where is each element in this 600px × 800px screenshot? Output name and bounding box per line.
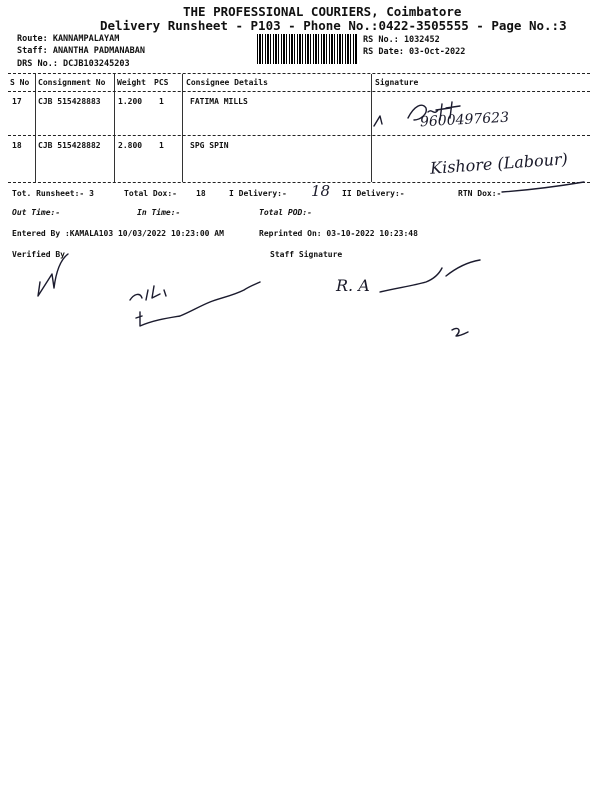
staff-signature-label: Staff Signature [270,250,343,259]
out-time-label: Out Time:- [12,208,61,217]
handwritten-name: Kishore (Labour) [429,149,569,178]
row-consignment: CJB 515428882 [38,141,101,150]
staff-label: Staff: ANANTHA PADMANABAN [17,46,145,56]
col-header-signature: Signature [375,78,419,87]
runsheet-title: Delivery Runsheet - P103 - Phone No.:0422-3505555 - Page No.:3 [100,18,567,33]
row-consignee: FATIMA MILLS [190,97,248,106]
table-top-rule [8,73,590,74]
verified-by-label: Verified By [12,250,65,259]
route-label: Route: KANNAMPALAYAM [17,34,120,44]
rtn-dox-label: RTN Dox:- [458,189,502,198]
i-delivery-handwritten: 18 [311,182,331,200]
handwritten-phone: 9600497623 [419,109,510,131]
row-consignee: SPG SPIN [190,141,229,150]
signature-mark [370,98,530,130]
row-consignment: CJB 515428883 [38,97,101,106]
row-weight: 2.800 [118,141,143,150]
col-header-consignee: Consignee Details [186,78,268,87]
company-title: THE PROFESSIONAL COURIERS, Coimbatore [183,4,462,19]
drs-number: DRS No.: DCJB103245203 [17,59,130,69]
col-header-consignment: Consignment No [38,78,106,87]
row-weight: 1.200 [118,97,143,106]
barcode [257,34,357,64]
rs-date: RS Date: 03-Oct-2022 [363,47,466,57]
i-delivery-label: I Delivery:- [229,189,287,198]
check-mark [448,324,472,344]
ii-delivery-label: II Delivery:- [342,189,405,198]
row-rule [8,135,590,136]
header-rule [8,91,590,92]
rs-number: RS No.: 1032452 [363,35,440,45]
in-time-label: In Time:- [137,208,181,217]
reprinted-on: Reprinted On: 03-10-2022 10:23:48 [259,229,418,238]
entered-by: Entered By :KAMALA103 10/03/2022 10:23:00 AM [12,229,224,238]
verified-by-signature [30,252,80,300]
staff-signature-scribble [120,276,270,332]
row-pcs: 1 [159,141,164,150]
staff-signature-stroke [376,258,486,298]
total-dox-label: Total Dox:- [124,189,177,198]
row-sno: 17 [12,97,22,106]
row-pcs: 1 [159,97,164,106]
col-header-weight: Weight [117,78,146,87]
col-header-sno: S No [10,78,30,87]
rtn-dox-stroke [500,180,590,194]
tot-runsheet: Tot. Runsheet:- 3 [12,189,94,198]
col-header-pcs: PCS [154,78,169,87]
handwritten-initials: R. A [336,276,370,295]
total-dox-value: 18 [196,189,206,198]
row-sno: 18 [12,141,22,150]
total-pod-label: Total POD:- [259,208,312,217]
